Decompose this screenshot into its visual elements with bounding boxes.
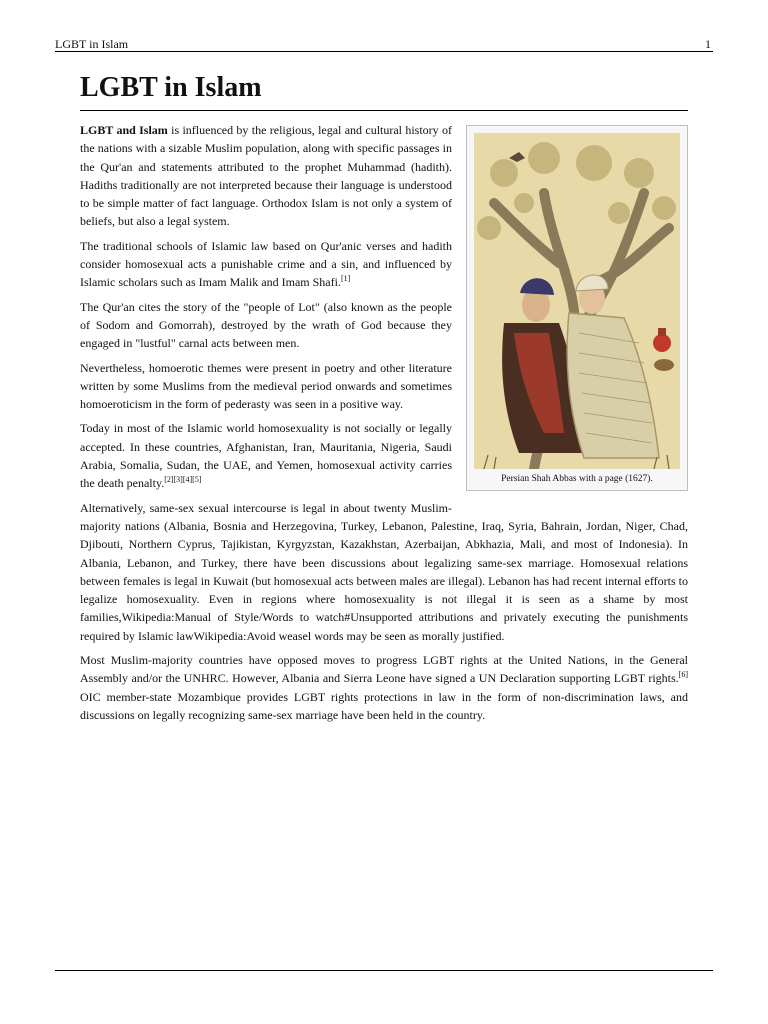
paragraph-2: The traditional schools of Islamic law based on Qur'anic verses and hadith consider homosexual acts a punishable crime and a sin, and influenced by Islamic scholars such as Imam Malik and Imam Shafi.[1] bbox=[80, 238, 452, 290]
running-header bbox=[55, 36, 713, 52]
citation-link[interactable]: [2][3][4][5] bbox=[164, 475, 202, 485]
paragraph-4: Nevertheless, homoerotic themes were present in poetry and other literature written by some Muslims from the medieval period onwards and sometimes homoeroticism in the form of pederasty was seen in a positive way. bbox=[80, 360, 452, 412]
painting-image bbox=[474, 133, 680, 469]
paragraph-3: The Qur'an cites the story of the "people of Lot" (also known as the people of Sodom and Gomorrah), destroyed by the wrath of God because they engaged in "lustful" carnal acts between men. bbox=[80, 299, 452, 351]
paragraph-5: Today in most of the Islamic world homosexuality is not socially or legally accepted. In these countries, Afghanistan, Iran, Mauritania, Nigeria, Saudi Arabia, Somalia, Sudan, the UAE, and Yemen, homosexual activity carries the death penalty.[2][3][4][5] bbox=[80, 421, 452, 491]
header-rule bbox=[55, 51, 713, 52]
paragraph-7: Most Muslim-majority countries have opposed moves to progress LGBT rights at the United Nations, in the General Assembly and/or the UNHRC. However, Albania and Sierra Leone have signed a UN Declaration supporting LGBT rights.[6] OIC member-state Mozambique provides LGBT rights protections in law in the form of non-discrimination laws, and discussions on legally recognizing same-sex marriage have been held in the country. bbox=[80, 653, 688, 722]
paragraph-6: Alternatively, same-sex sexual intercourse is legal in about twenty Muslim-majority nations (Albania, Bosnia and Herzegovina, Turkey, Lebanon, Palestine, Iraq, Syria, Bahrain, Jordan, Niger, Chad, Djibouti, Northern Cyprus, Tajikistan, Kyrgyzstan, Kazakhstan, Azerbaijan, Abkhazia, Mali, and most of Indonesia). In Albania, Lebanon, and Turkey, there have been discussions about legalizing same-sex marriage. Homosexual relations between females is legal in Kuwait (but homosexual acts between males are illegal). Lebanon has had recent internal efforts to legalize homosexuality. Even in regions where homosexuality is not illegal it is seen as a shame by most families,Wikipedia:Manual of Style/Words to watch#Unsupported attributions and privately executing the punishments required by Islamic lawWikipedia:Avoid weasel words may be seen as morally justified. bbox=[80, 500, 688, 643]
footer-rule bbox=[55, 970, 713, 971]
article-body bbox=[80, 121, 688, 730]
lead-term: LGBT and Islam bbox=[80, 123, 168, 137]
citation-link[interactable]: [1] bbox=[340, 274, 351, 284]
page-number: 1 bbox=[705, 37, 711, 51]
article-title: LGBT in Islam bbox=[80, 72, 262, 103]
running-title: LGBT in Islam bbox=[55, 37, 129, 51]
title-rule bbox=[80, 110, 688, 111]
paragraph-1: LGBT and Islam is influenced by the religious, legal and cultural history of the nations with a sizable Muslim population, along with specific passages in the Qur'an and statements attributed to the prophet Muhammad (hadith). Hadiths traditionally are not interpreted because their language is understood to be simple matter of fact language. Orthodox Islam is not only a system of beliefs, but also a legal system. bbox=[80, 123, 452, 229]
figure-caption: Persian Shah Abbas with a page (1627). bbox=[501, 474, 653, 484]
citation-link[interactable]: [6] bbox=[678, 670, 688, 680]
figure-box bbox=[466, 125, 688, 491]
